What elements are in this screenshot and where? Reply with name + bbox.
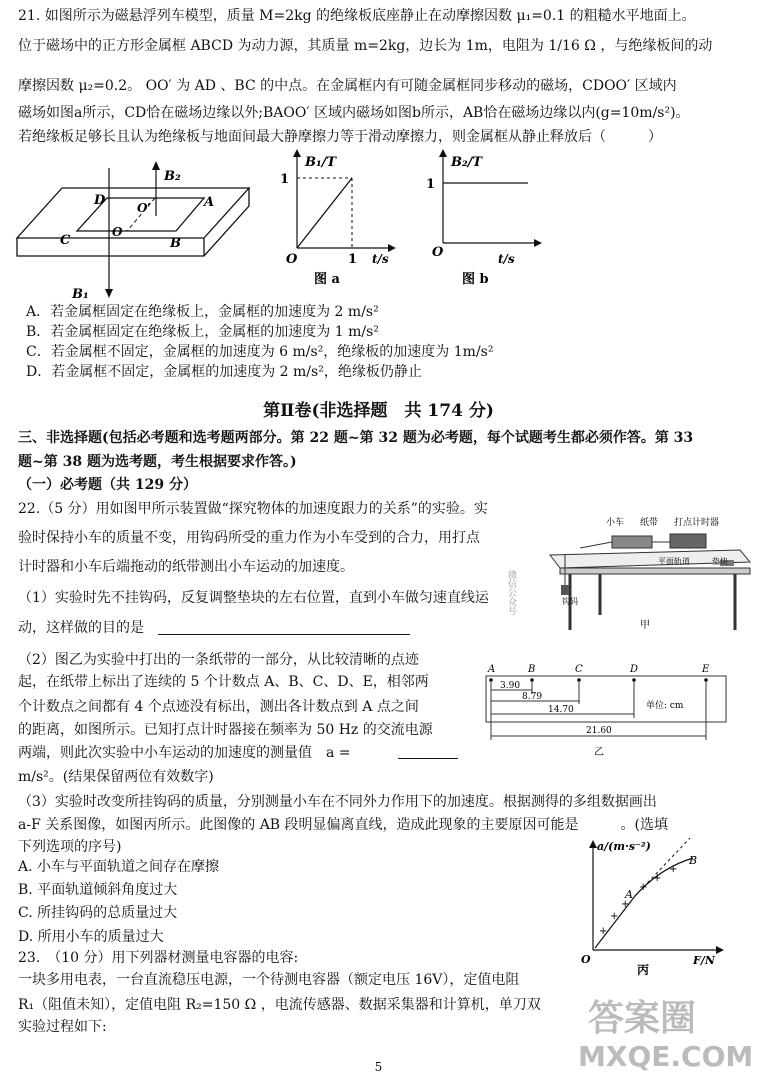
answer-blank-2	[398, 758, 458, 759]
tape-distance-ae: 21.60	[586, 726, 612, 736]
figure-yi-caption: 乙	[594, 747, 604, 758]
graph-bing-origin: O	[581, 953, 591, 966]
label-a: A	[204, 195, 215, 210]
page-number: 5	[374, 1060, 383, 1074]
q22-option-a: A. 小车与平面轨道之间存在摩擦	[18, 859, 220, 875]
q22-option-b: B. 平面轨道倾斜角度过大	[18, 882, 178, 898]
q22-line-6: （2）图乙为实验中打出的一条纸带的一部分，从比较清晰的点迹	[18, 652, 419, 668]
q22-line-4: （1）实验时先不挂钩码，反复调整垫块的左右位置，直到小车做匀速直线运	[18, 590, 489, 606]
label-b1: B₁	[72, 287, 89, 298]
q22-line-11: m/s²。(结果保留两位有效数字)	[18, 769, 214, 785]
q22-option-d: D. 所用小车的质量过大	[18, 929, 164, 945]
watermark-logo: 答案圈	[588, 998, 697, 1039]
q22-line-7: 起，在纸带上标出了连续的 5 个计数点 A、B、C、D、E，相邻两	[18, 674, 429, 690]
q22-line-2: 验时保持小车的质量不变，用钩码所受的重力作为小车受到的合力，用打点	[18, 530, 480, 546]
tape-label-e: E	[702, 664, 710, 675]
section2-intro-1: 三、非选择题(包括必考题和选考题两部分。第 22 题~第 32 题为必考题，每个试题考生都必须作答。第 33	[18, 430, 694, 446]
answer-blank-1	[158, 634, 410, 635]
graph-bing-point-a: A	[625, 888, 633, 901]
q22-line-3: 计时器和小车后端拖动的纸带测出小车运动的加速度。	[18, 559, 354, 575]
graph-a-tick-x: 1	[348, 252, 358, 267]
label-d: D	[94, 193, 106, 208]
q21-line-2: 位于磁场中的正方形金属框 ABCD 为动力源，其质量 m=2kg，边长为 1m，电阻为 1/16 Ω ，与绝缘板间的动	[18, 38, 713, 54]
figure-bing-caption: 丙	[637, 963, 650, 977]
tape-distance-ac: 8.79	[522, 692, 543, 702]
q22-line-5: 动，这样做的目的是	[18, 620, 144, 636]
label-o-prime: O′	[137, 201, 151, 215]
q22-line-9: 的距离，如图所示。已知打点计时器接在频率为 50 Hz 的交流电源	[18, 722, 433, 738]
q23-line-3: R₁（阻值未知），定值电阻 R₂=150 Ω ，电流传感器、数据采集器和计算机，单刀双	[18, 997, 541, 1013]
graph-b-origin: O	[432, 245, 444, 260]
q22-line-1: 22.（5 分）用如图甲所示装置做“探究物体的加速度跟力的关系”的实验。实	[18, 501, 488, 517]
label-timer: 打点计时器	[674, 518, 720, 528]
tape-label-a: A	[488, 664, 496, 675]
graph-b-ylabel: B₂/T	[451, 155, 483, 170]
q21-board-figure	[14, 158, 254, 298]
q22-apparatus-figure	[540, 510, 757, 635]
q21-option-b: B．若金属框固定在绝缘板上，金属框的加速度为 1 m/s²	[26, 324, 379, 340]
q21-line-4: 磁场如图a所示，CD恰在磁场边缘以外;BAOO′ 区域内磁场如图b所示，AB恰在磁场边缘以内(g=10m/s²)。	[18, 105, 690, 121]
graph-a-caption: 图 a	[314, 272, 340, 287]
tape-label-c: C	[575, 664, 583, 675]
q22-line-10: 两端，则此次实验中小车运动的加速度的测量值 a =	[18, 745, 351, 761]
q21-option-c: C．若金属框不固定，金属框的加速度为 6 m/s²，绝缘板的加速度为 1m/s²	[26, 344, 494, 360]
q23-line-2: 一块多用电表，一台直流稳压电源，一个待测电容器（额定电压 16V），定值电阻	[18, 972, 520, 988]
label-track: 平面轨道	[658, 557, 690, 566]
tape-distance-ab: 3.90	[500, 681, 521, 691]
figure-jia-caption: 甲	[640, 620, 650, 631]
section2-required: （一）必考题（共 129 分）	[18, 477, 197, 493]
q22-option-c: C. 所挂钩码的总质量过大	[18, 905, 178, 921]
graph-a-xlabel: t/s	[372, 252, 389, 266]
q21-option-a: A．若金属框固定在绝缘板上，金属框的加速度为 2 m/s²	[26, 304, 379, 320]
q22-line-8: 个计数点之间都有 4 个点迹没有标出，测出各计数点到 A 点之间	[18, 699, 419, 715]
graph-bing-point-b: B	[689, 854, 698, 867]
q21-line-3: 摩擦因数 μ₂=0.2。 OO′ 为 AD 、BC 的中点。在金属框内有可随金属框同步移动的磁场，CDOO′ 区域内	[18, 78, 677, 94]
q22-tape-figure	[474, 660, 734, 765]
label-b: B	[170, 236, 181, 251]
q21-option-d: D．若金属框不固定，金属框的加速度为 2 m/s²，绝缘板仍静止	[26, 364, 422, 380]
graph-b-xlabel: t/s	[498, 252, 515, 266]
label-pad: 垫块	[712, 557, 728, 566]
label-cart: 小车	[606, 518, 625, 528]
q22-af-graph	[575, 838, 725, 978]
watermark-site: MXQE.COM	[578, 1040, 754, 1073]
q21-line-5: 若绝缘板足够长且认为绝缘板与地面间最大静摩擦力等于滑动摩擦力，则金属框从静止释放后（ ）	[18, 129, 662, 145]
svg-text:+: +	[669, 864, 678, 875]
tape-unit: 单位: cm	[646, 701, 684, 711]
graph-b-caption: 图 b	[462, 272, 489, 287]
label-weights: 钩码	[562, 597, 578, 606]
graph-bing-xlabel: F/N	[693, 954, 715, 967]
svg-text:+: +	[621, 899, 630, 910]
q22-line-13: a-F 关系图像，如图丙所示。此图像的 AB 段明显偏离直线，造成此现象的主要原因可能是 。(选填	[18, 817, 668, 833]
svg-text:+: +	[639, 882, 648, 893]
q21-line-1: 21. 如图所示为磁悬浮列车模型，质量 M=2kg 的绝缘板底座静止在动摩擦因数 μ₁=0.1 的粗糙水平地面上。	[18, 8, 696, 24]
graph-a-origin: O	[286, 252, 298, 267]
label-b2: B₂	[164, 169, 181, 184]
label-tape: 纸带	[640, 518, 659, 528]
tape-label-d: D	[630, 664, 639, 675]
label-c: C	[60, 233, 71, 248]
graph-bing-ylabel: a/(m·s⁻²)	[597, 840, 651, 853]
watermark-wechat: 微信公众号	[506, 570, 516, 615]
section2-intro-2: 题~第 38 题为选考题，考生根据要求作答。)	[18, 454, 297, 470]
tape-label-b: B	[528, 664, 536, 675]
q21-graph-a	[272, 148, 397, 293]
q23-line-1: 23. （10 分）用下列器材测量电容器的电容:	[18, 950, 299, 966]
svg-text:+: +	[599, 926, 608, 937]
q22-line-14: 下列选项的序号)	[18, 839, 122, 855]
q21-graph-b	[418, 148, 543, 293]
svg-text:+: +	[653, 873, 662, 884]
section2-title: 第Ⅱ卷(非选择题 共 174 分)	[263, 401, 494, 421]
graph-a-tick-y: 1	[280, 172, 290, 187]
q23-line-4: 实验过程如下:	[18, 1019, 107, 1035]
svg-text:+: +	[610, 911, 619, 922]
q22-line-12: （3）实验时改变所挂钩码的质量，分别测量小车在不同外力作用下的加速度。根据测得的多组数据画出	[18, 794, 657, 810]
graph-a-ylabel: B₁/T	[305, 155, 337, 170]
label-o: O	[112, 225, 123, 239]
tape-distance-ad: 14.70	[548, 705, 574, 715]
graph-b-tick-y: 1	[426, 177, 436, 192]
